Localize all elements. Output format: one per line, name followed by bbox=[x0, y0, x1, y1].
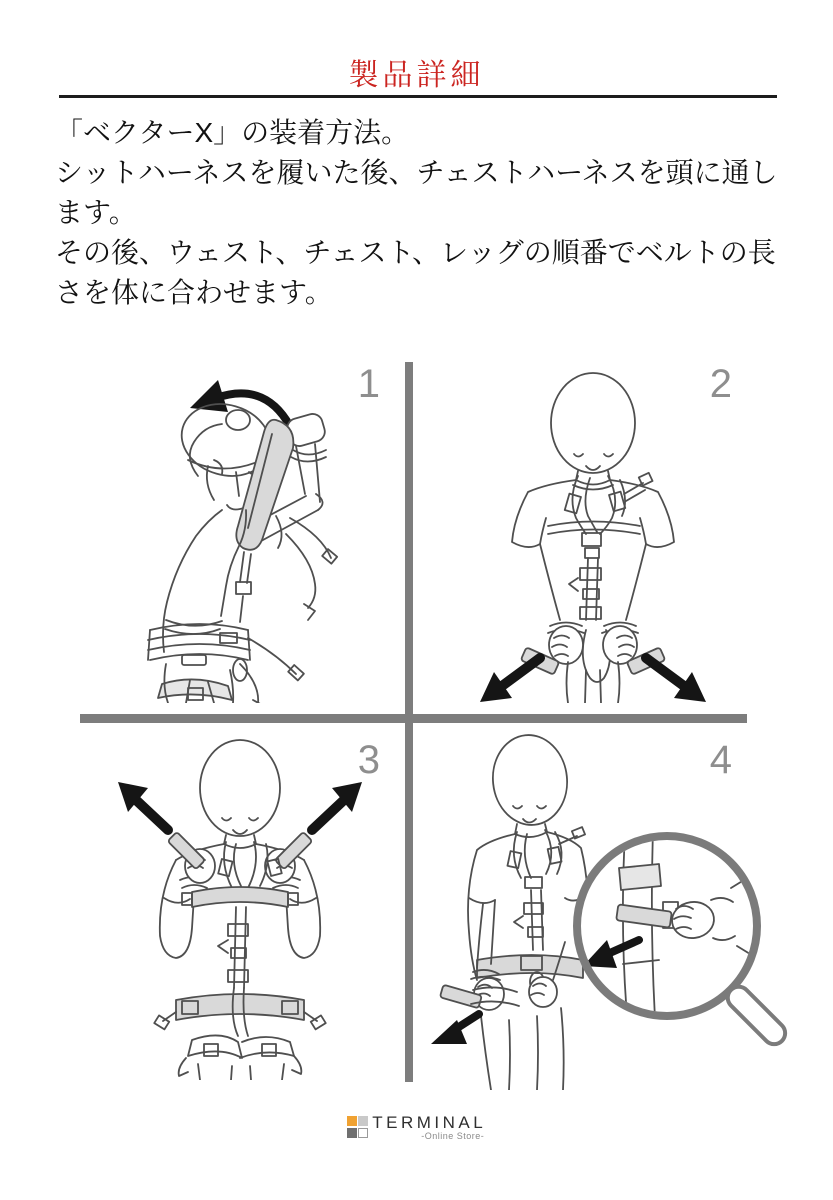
footer bbox=[0, 1114, 833, 1141]
description-line: 「ベクターX」の装着方法。 bbox=[55, 117, 410, 148]
step-number-4: 4 bbox=[709, 738, 732, 782]
step-number-3: 3 bbox=[357, 738, 380, 782]
logo-square-light-gray bbox=[358, 1116, 368, 1126]
logo-square-outline bbox=[358, 1128, 368, 1138]
logo-square-dark-gray bbox=[347, 1128, 357, 1138]
brand-name: TERMINAL bbox=[372, 1113, 487, 1132]
page-title: 製品詳細 bbox=[348, 59, 485, 92]
magnifier-icon bbox=[577, 830, 790, 1049]
pull-arrow-up-right-icon bbox=[312, 782, 362, 830]
pull-arrow-down-left-icon bbox=[431, 1014, 479, 1044]
description-line: シットハーネスを履いた後、チェストハーネスを頭に通し bbox=[55, 157, 778, 188]
logo-text bbox=[372, 1114, 486, 1141]
title-underline bbox=[59, 95, 777, 98]
step-number-1: 1 bbox=[357, 362, 380, 406]
person-front-figure bbox=[154, 740, 325, 1080]
product-description bbox=[55, 113, 795, 313]
pull-arrow-up-left-icon bbox=[118, 782, 168, 830]
description-line: さを体に合わせます。 bbox=[55, 277, 333, 308]
step-1-illustration bbox=[90, 368, 390, 703]
logo-square-orange bbox=[347, 1116, 357, 1126]
step-4-illustration bbox=[425, 728, 790, 1090]
pull-arrow-down-left-icon bbox=[480, 658, 540, 702]
brand-tagline: -Online Store- bbox=[421, 1131, 485, 1141]
description-line: その後、ウェスト、チェスト、レッグの順番でベルトの長 bbox=[55, 237, 776, 268]
step-3-illustration bbox=[80, 730, 400, 1080]
step-2-illustration bbox=[428, 368, 758, 703]
person-profile-figure bbox=[148, 394, 337, 703]
grid-horizontal-divider bbox=[80, 714, 747, 723]
description-line: ます。 bbox=[55, 197, 137, 228]
terminal-logo-icon bbox=[347, 1116, 369, 1138]
step-number-2: 2 bbox=[709, 362, 732, 406]
terminal-logo bbox=[347, 1114, 486, 1141]
pull-arrow-down-right-icon bbox=[646, 658, 706, 702]
person-front-figure bbox=[512, 373, 674, 703]
